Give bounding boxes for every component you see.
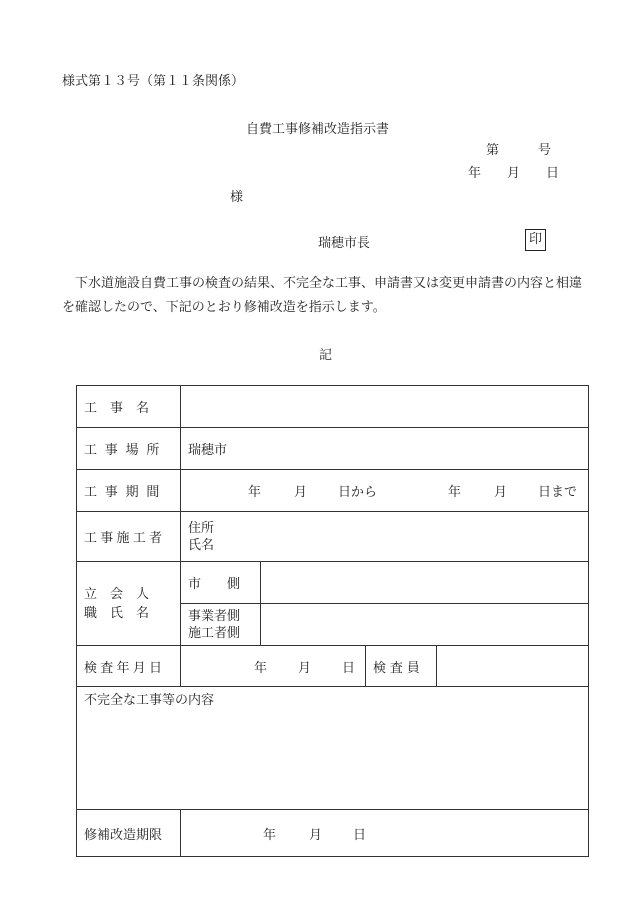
period-month-1: 月 xyxy=(294,485,308,500)
deadline-label: 修補改造期限 xyxy=(77,810,181,857)
document-date: 年 月 日 xyxy=(468,166,560,181)
work-place-label: 工事場所 xyxy=(77,428,181,470)
table-row xyxy=(77,428,589,470)
table-row xyxy=(77,646,589,687)
table-row xyxy=(77,470,589,512)
work-period-label: 工事期間 xyxy=(77,470,181,512)
body-text: 下水道施設自費工事の検査の結果、不完全な工事、申請書又は変更申請書の内容と相違を確認したので、下記のとおり修補改造を指示します。 xyxy=(62,276,583,315)
work-name-label: 工 事 名 xyxy=(77,386,181,428)
deadline-day: 日 xyxy=(353,827,367,843)
work-period-field[interactable] xyxy=(181,470,589,512)
contractor-label: 工事施工者 xyxy=(77,512,181,562)
table-row xyxy=(77,687,589,810)
deadline-month: 月 xyxy=(309,827,323,843)
city-side-field[interactable] xyxy=(261,562,589,604)
witness-label: 立 会 人 職 氏 名 xyxy=(77,562,181,646)
document-number: 第 号 xyxy=(486,143,552,158)
period-month-2: 月 xyxy=(494,485,508,500)
inspect-day: 日 xyxy=(342,660,356,676)
inspect-date-label: 検査年月日 xyxy=(77,646,181,687)
deadline-field[interactable] xyxy=(181,810,589,857)
business-builder-label: 事業者側 施工者側 xyxy=(181,604,261,646)
contractor-field[interactable] xyxy=(181,512,589,562)
defects-field[interactable] xyxy=(77,687,589,810)
inspect-year: 年 xyxy=(254,660,268,676)
instruction-form-table xyxy=(76,385,589,857)
form-number: 様式第１３号（第１１条関係） xyxy=(62,74,245,89)
addressee: 様 xyxy=(230,190,244,205)
city-side-label: 市 側 xyxy=(181,562,261,604)
inspector-label: 検査員 xyxy=(366,646,437,687)
table-row xyxy=(77,810,589,857)
seal-mark: 印 xyxy=(525,229,546,251)
period-year-2: 年 xyxy=(448,485,462,500)
period-year-1: 年 xyxy=(248,485,262,500)
name-label: 氏名 xyxy=(188,537,215,553)
work-place-field[interactable]: 瑞穂市 xyxy=(181,428,589,470)
table-row xyxy=(77,512,589,562)
ki-heading: 記 xyxy=(319,348,333,363)
period-day-1: 日から xyxy=(338,485,378,500)
deadline-year: 年 xyxy=(263,827,277,843)
work-name-field[interactable] xyxy=(181,386,589,428)
document-title: 自費工事修補改造指示書 xyxy=(246,122,390,137)
inspect-date-field[interactable] xyxy=(181,646,366,687)
address-label: 住所 xyxy=(188,520,215,536)
table-row xyxy=(77,562,589,604)
table-row xyxy=(77,386,589,428)
inspector-field[interactable] xyxy=(437,646,589,687)
business-builder-field[interactable] xyxy=(261,604,589,646)
period-day-2: 日まで xyxy=(538,485,578,500)
inspect-month: 月 xyxy=(298,660,312,676)
issuer: 瑞穂市長 xyxy=(318,236,371,251)
defects-label: 不完全な工事等の内容 xyxy=(84,693,215,708)
